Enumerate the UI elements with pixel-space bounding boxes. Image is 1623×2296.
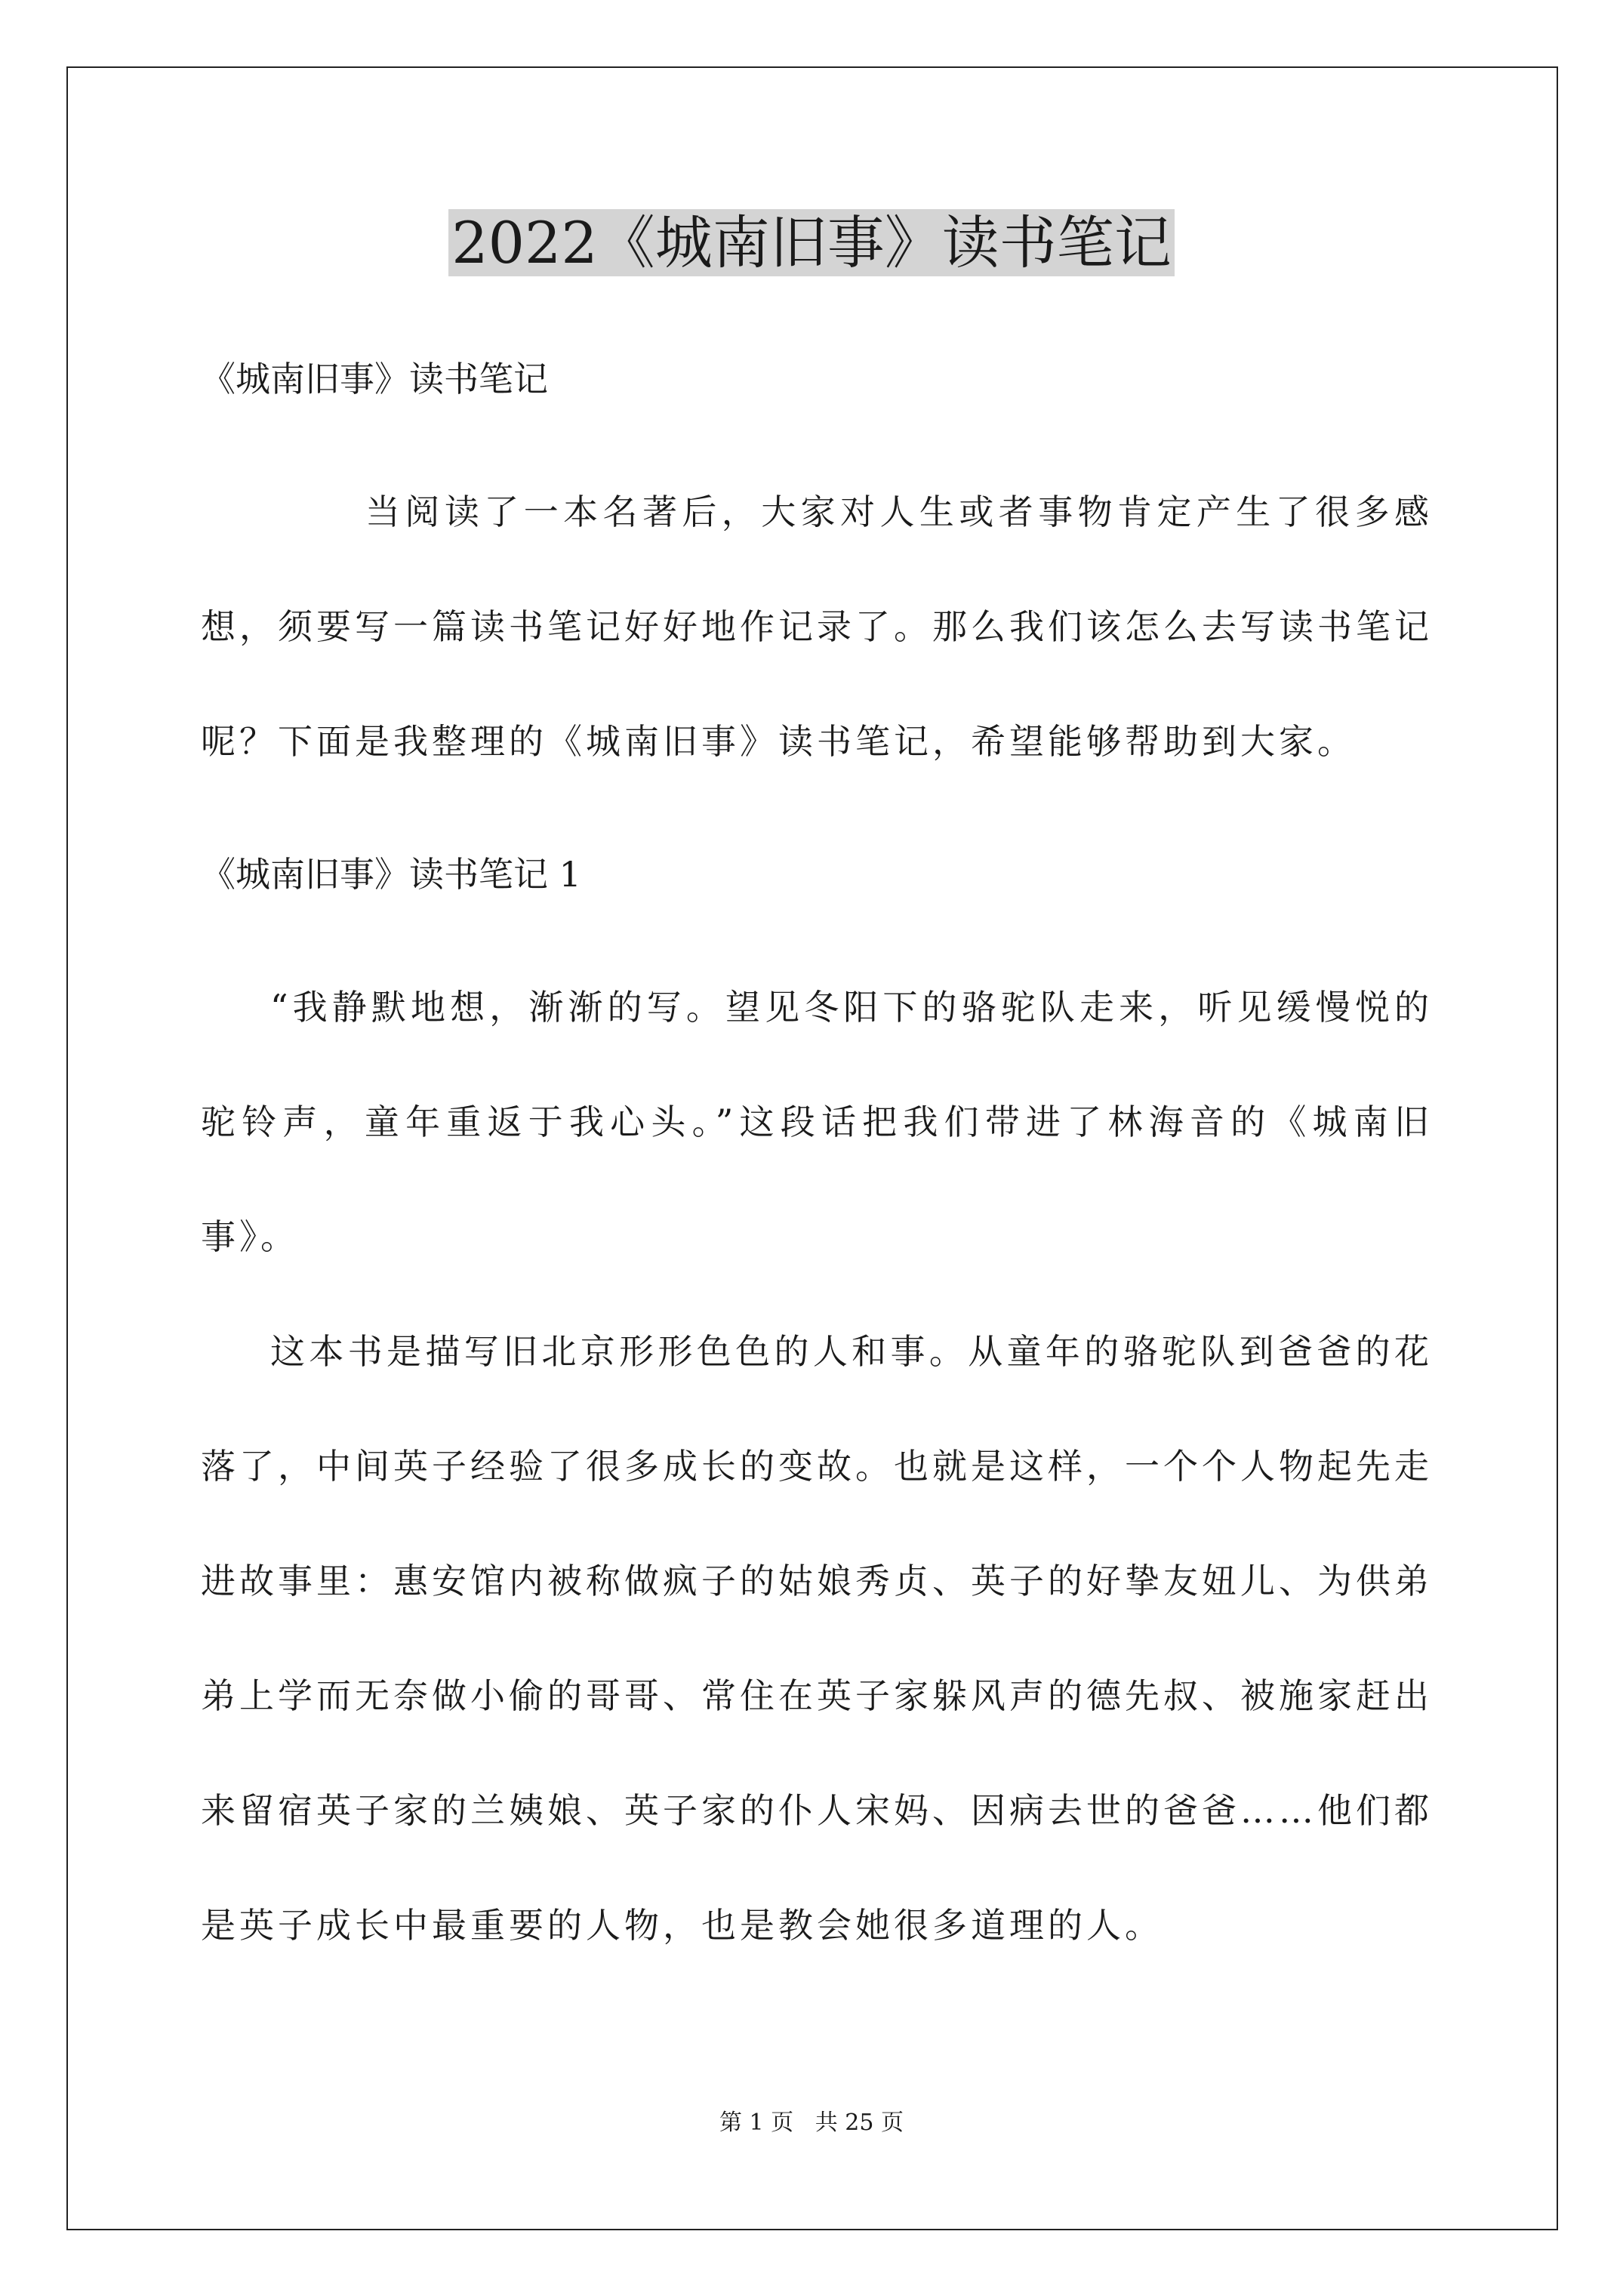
body-paragraph-2: 这本书是描写旧北京形形色色的人和事。从童年的骆驼队到爸爸的花落了，中间英子经验了很多成长的变故。也就是这样，一个个人物起先走进故事里：惠安馆内被称做疯子的姑娘秀贞、英子的好挚友妞儿、为供弟弟上学而无奈做小偷的哥哥、常住在英子家躲风声的德先叔、被施家赶出来留宿英子家的兰姨娘、英子家的仆人宋妈、因病去世的爸爸……他们都是英子成长中最重要的人物，也是教会她很多道理的人。 [201,1331,1433,1946]
document-body [201,304,1433,1983]
intro-paragraph: 当阅读了一本名著后，大家对人生或者事物肯定产生了很多感想，须要写一篇读书笔记好好地作记录了。那么我们该怎么去写读书笔记呢？下面是我整理的《城南旧事》读书笔记，希望能够帮助到大家。 [201,492,1433,762]
page-footer: 第 1 页 共 25 页 [719,2110,904,2136]
document-subtitle: 《城南旧事》读书笔记 [201,359,548,399]
document-title-text: 2022《城南旧事》读书笔记 [448,209,1174,276]
body-paragraph-1: “我静默地想，渐渐的写。望见冬阳下的骆驼队走来，听见缓慢悦的驼铃声，童年重返于我心头。”这段话把我们带进了林海音的《城南旧事》。 [201,987,1433,1257]
section-heading: 《城南旧事》读书笔记 1 [201,854,581,895]
document-title [0,205,1623,281]
